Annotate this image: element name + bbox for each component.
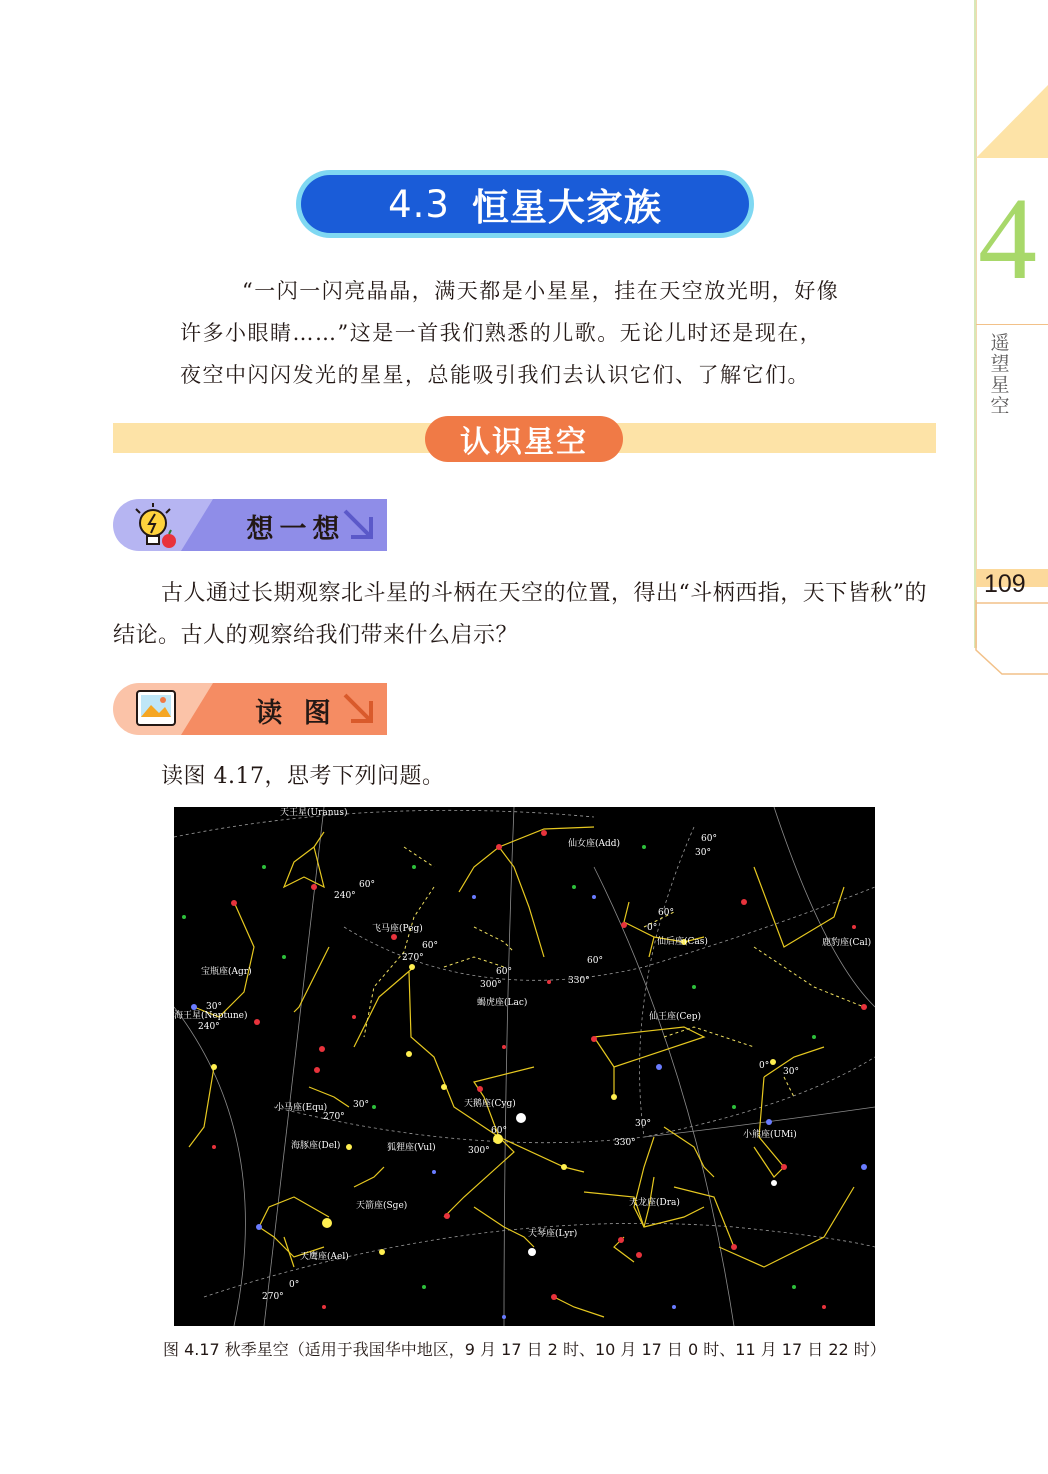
subsection-title: 认识星空 xyxy=(425,416,623,462)
grid-label: 30° xyxy=(206,1002,222,1012)
section-number: 4.3 xyxy=(388,182,450,226)
section-title-pill xyxy=(296,170,754,238)
grid-label: 30° xyxy=(635,1119,651,1129)
label-dra: 天龙座(Dra) xyxy=(629,1198,680,1208)
grid-label: 60° xyxy=(491,1126,507,1136)
corner-triangle-decoration xyxy=(976,85,1048,158)
grid-label: 300° xyxy=(468,1146,490,1156)
label-neptune: 海王星(Neptune) xyxy=(174,1011,248,1021)
chapter-name: 遥望星空 xyxy=(990,332,1010,417)
label-cas: 仙后座(Cas) xyxy=(657,937,708,947)
lightbulb-apple-icon xyxy=(131,503,179,549)
grid-label: 330° xyxy=(568,976,590,986)
grid-label: 330° xyxy=(614,1138,636,1148)
page-corner-outline xyxy=(974,600,1048,680)
grid-label: 60° xyxy=(359,880,375,890)
grid-label: 240° xyxy=(334,891,356,901)
intro-line: 许多小眼睛……”这是一首我们熟悉的儿歌。无论儿时还是现在， xyxy=(180,321,823,345)
grid-label: 0° xyxy=(647,923,658,933)
grid-label: 60° xyxy=(587,956,603,966)
label-and: 仙女座(Add) xyxy=(568,839,621,849)
label-equ: 小马座(Equ) xyxy=(275,1103,328,1113)
autumn-star-chart xyxy=(174,807,875,1326)
label-aql: 天鹰座(Ael) xyxy=(300,1252,349,1262)
think-tag xyxy=(113,499,387,551)
grid-label: 240° xyxy=(198,1022,220,1032)
read-figure-paragraph: 读图 4.17，思考下列问题。 xyxy=(161,764,445,789)
label-lac: 蝎虎座(Lac) xyxy=(477,998,528,1008)
page-number: 109 xyxy=(984,570,1026,598)
label-lyr: 天琴座(Lyr) xyxy=(528,1229,578,1239)
grid-label: 300° xyxy=(480,980,502,990)
label-peg: 飞马座(Peg) xyxy=(372,924,423,934)
label-cam: 鹿豹座(Cal) xyxy=(822,938,872,948)
figure-caption: 图 4.17 秋季星空（适用于我国华中地区，9 月 17 日 2 时、10 月 17 日 0 时、11 月 17 日 22 时） xyxy=(163,1340,886,1359)
grid-label: 60° xyxy=(658,908,674,918)
read-figure-tag xyxy=(113,683,387,735)
label-aqr: 宝瓶座(Agr) xyxy=(201,967,252,977)
grid-label: 0° xyxy=(289,1280,300,1290)
grid-label: 30° xyxy=(695,848,711,858)
section-title: 恒星大家族 xyxy=(471,186,662,229)
chapter-number: 4 xyxy=(978,173,1037,304)
picture-icon xyxy=(135,689,177,729)
label-vul: 狐狸座(Vul) xyxy=(387,1143,436,1153)
grid-label: 30° xyxy=(353,1100,369,1110)
intro-line: “一闪一闪亮晶晶，满天都是小星星，挂在天空放光明，好像 xyxy=(242,279,840,303)
label-uranus: 天王星(Uranus) xyxy=(280,808,348,818)
think-paragraph: 古人通过长期观察北斗星的斗柄在天空的位置，得出“斗柄西指，天下皆秋”的结论。古人的观察给我们带来什么启示？ xyxy=(113,581,927,648)
intro-line: 夜空中闪闪发光的星星，总能吸引我们去认识它们、了解它们。 xyxy=(180,363,810,387)
grid-label: 60° xyxy=(701,834,717,844)
grid-label: 30° xyxy=(783,1067,799,1077)
read-figure-label: 读 图 xyxy=(255,698,337,729)
intro-paragraph xyxy=(180,270,880,396)
star-chart-drawing xyxy=(174,807,875,1326)
label-umi: 小熊座(UMi) xyxy=(743,1130,797,1140)
label-sge: 天箭座(Sge) xyxy=(356,1201,408,1211)
grid-label: 270° xyxy=(262,1292,284,1302)
grid-label: 0° xyxy=(759,1061,770,1071)
grid-label: 60° xyxy=(496,967,512,977)
grid-label: 270° xyxy=(402,953,424,963)
grid-label: 270° xyxy=(323,1112,345,1122)
label-cep: 仙王座(Cep) xyxy=(649,1012,701,1022)
think-label: 想一想 xyxy=(246,514,346,545)
label-del: 海豚座(Del) xyxy=(291,1141,341,1151)
grid-label: 60° xyxy=(422,941,438,951)
chapter-separator xyxy=(976,324,1048,325)
label-cyg: 天鹅座(Cyg) xyxy=(464,1099,516,1109)
